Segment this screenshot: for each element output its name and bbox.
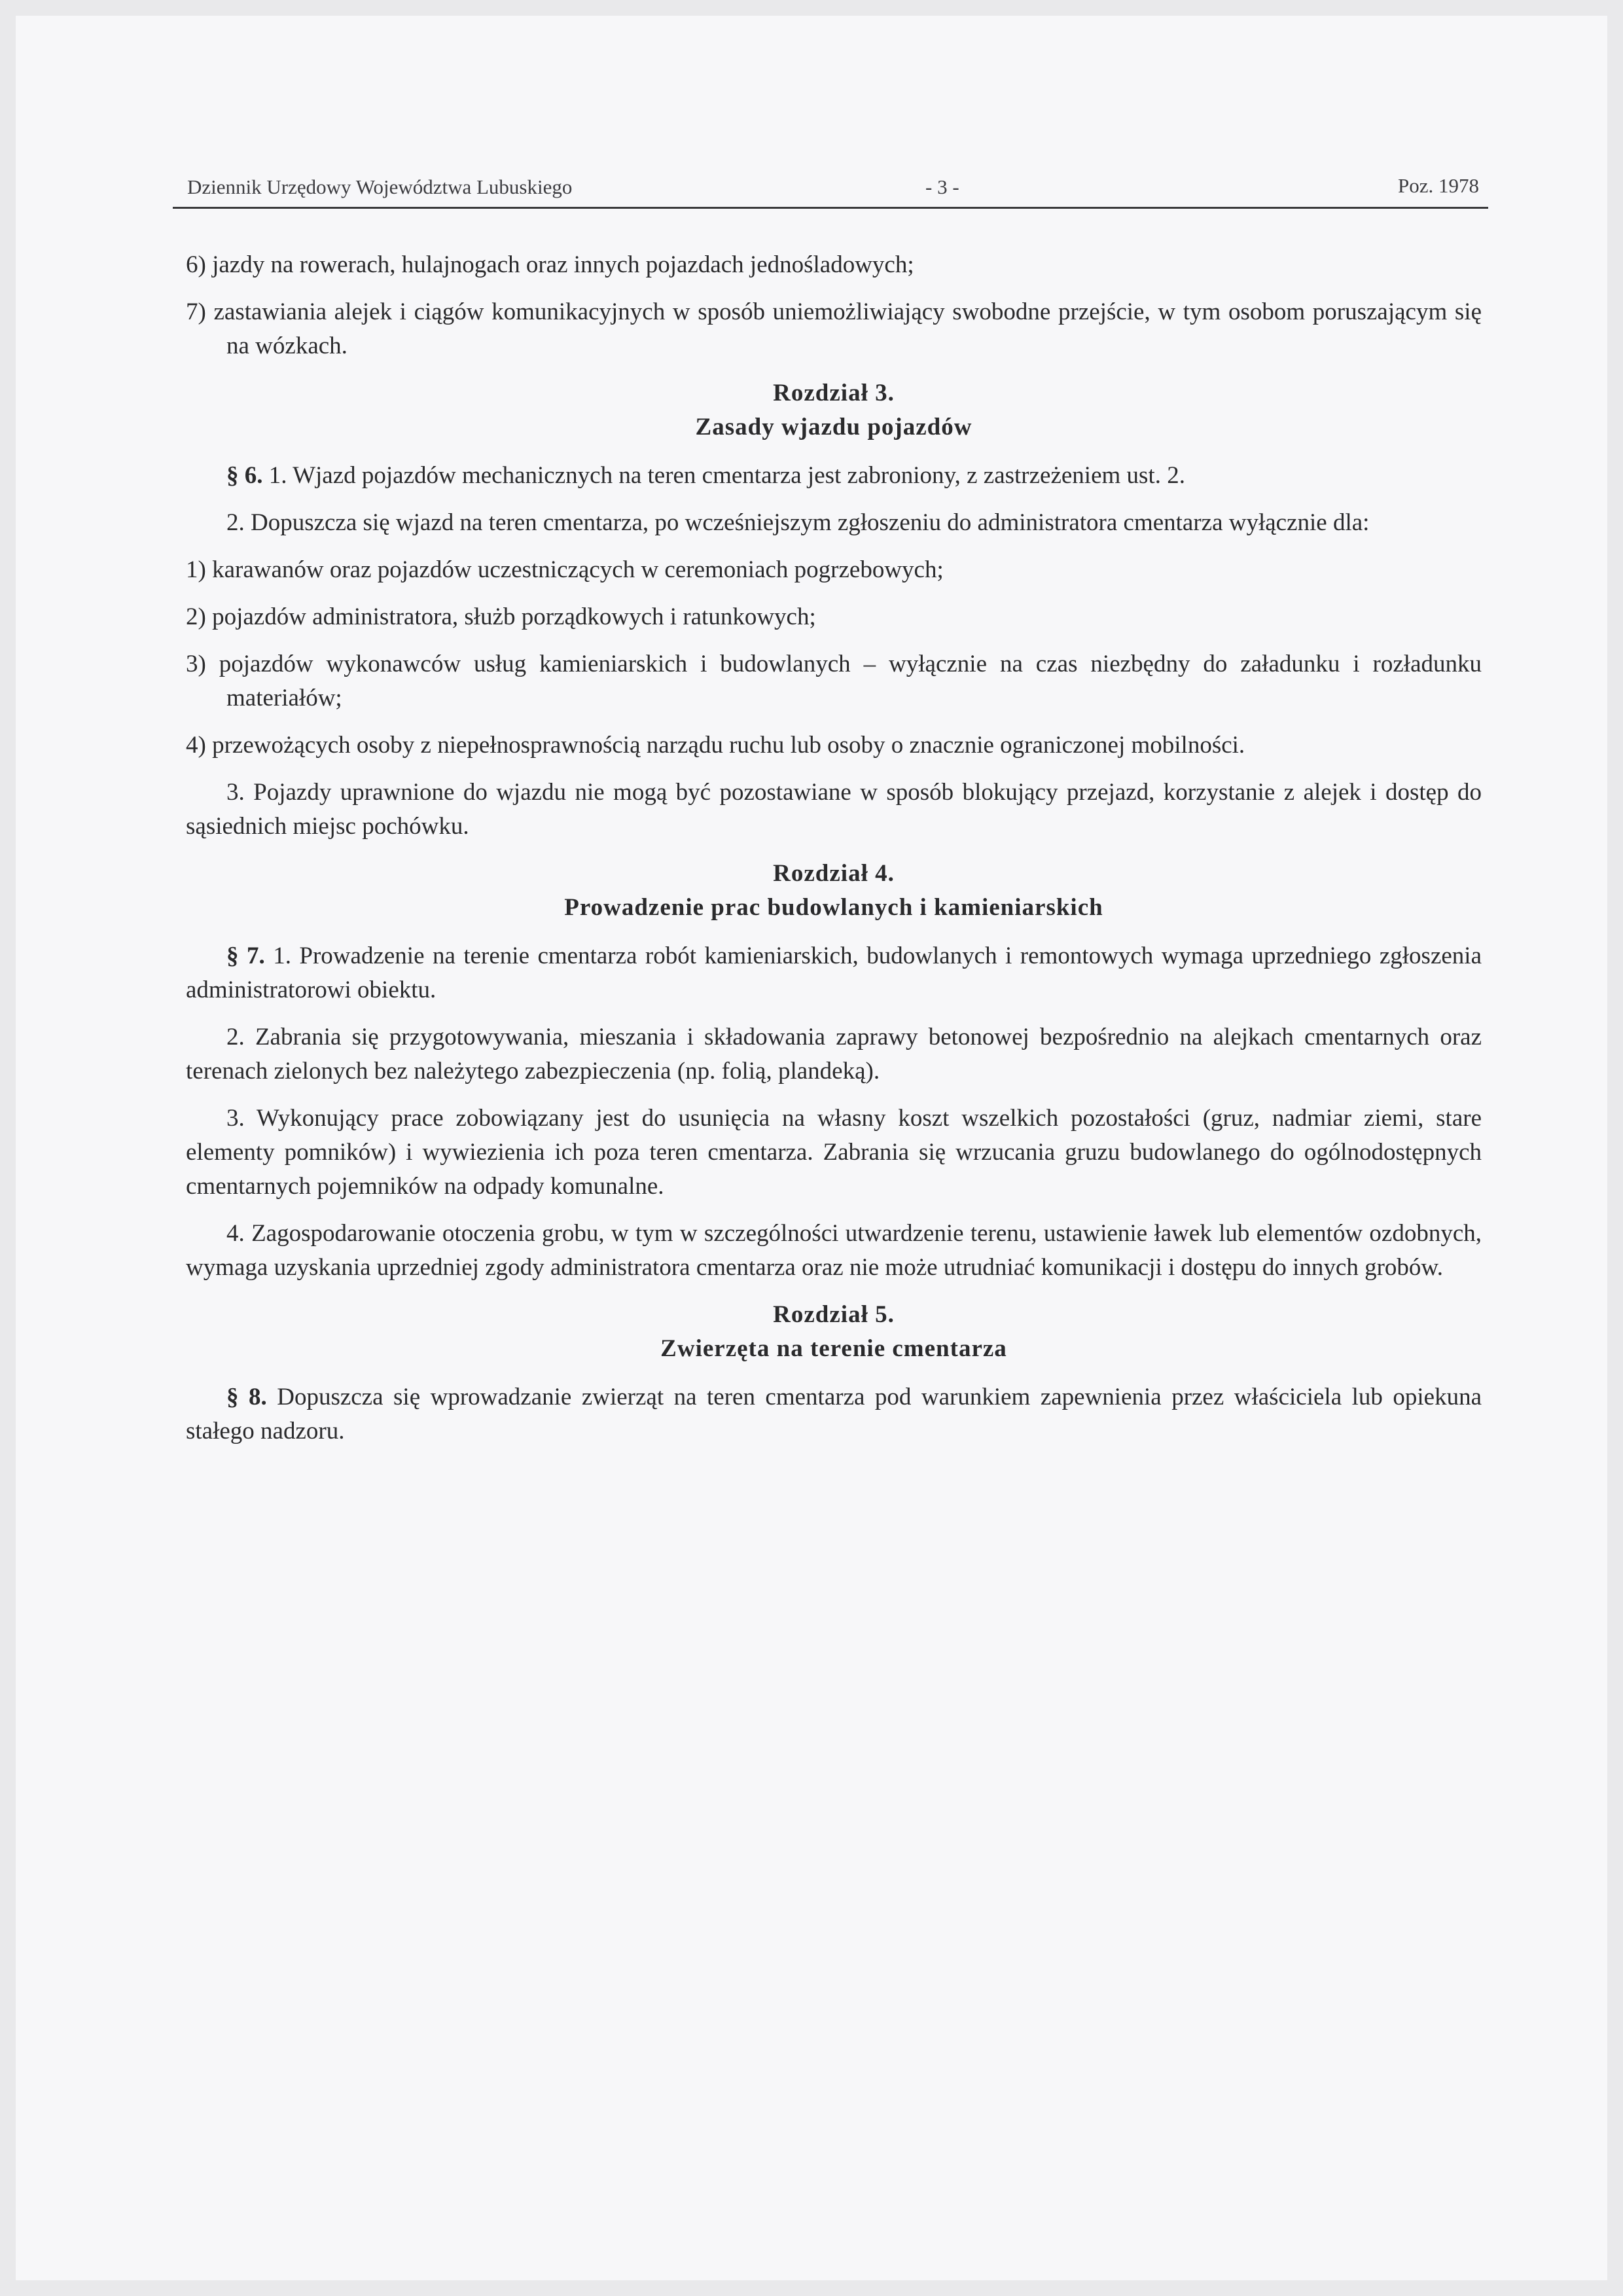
page-number: - 3 - (925, 175, 959, 198)
paragraph-6-1 (186, 459, 1482, 493)
chapter-label: Rozdział 5. (773, 1301, 895, 1328)
chapter-label: Rozdział 4. (773, 860, 895, 887)
document-page (16, 16, 1607, 2280)
position-number: Poz. 1978 (1398, 174, 1479, 197)
chapter-title: Prowadzenie prac budowlanych i kamieniarskich (564, 894, 1103, 921)
paragraph-6-2: 2. Dopuszcza się wjazd na teren cmentarza, po wcześniejszym zgłoszeniu do administratora cmentarza wyłącznie dla: (226, 509, 1370, 536)
chapter-heading-3 (186, 376, 1482, 444)
section-mark: § 8. (226, 1384, 267, 1410)
paragraph-7-3: 3. Wykonujący prace zobowiązany jest do usunięcia na własny koszt wszelkich pozostałości (gruz, nadmiar ziemi, stare elementy pomników) i wywiezienia ich poza teren cmentarza. Zabrania się wrzucania gruzu budowlanego do ogólnodostępnych cmentarnych pojemników na odpady komunalne. (186, 1105, 1482, 1200)
journal-title: Dziennik Urzędowy Województwa Lubuskiego (187, 175, 573, 198)
document-body (186, 248, 1482, 1462)
section-mark: § 6. (226, 462, 263, 489)
chapter-title: Zasady wjazdu pojazdów (695, 414, 972, 440)
paragraph-text: Dopuszcza się wprowadzanie zwierząt na teren cmentarza pod warunkiem zapewnienia przez właściciela lub opiekuna stałego nadzoru. (186, 1384, 1482, 1444)
chapter-heading-4 (186, 857, 1482, 925)
paragraph-6-3: 3. Pojazdy uprawnione do wjazdu nie mogą być pozostawiane w sposób blokujący przejazd, korzystanie z alejek i dostęp do sąsiednich miejsc pochówku. (186, 779, 1482, 840)
paragraph-text: 1. Wjazd pojazdów mechanicznych na teren cmentarza jest zabroniony, z zastrzeżeniem ust. 2. (268, 462, 1185, 489)
list-item: 2) pojazdów administratora, służb porządkowych i ratunkowych; (186, 603, 816, 630)
paragraph-8 (186, 1380, 1482, 1448)
list-item: 6) jazdy na rowerach, hulajnogach oraz innych pojazdach jednośladowych; (186, 251, 914, 278)
list-item: 1) karawanów oraz pojazdów uczestniczących w ceremoniach pogrzebowych; (186, 556, 944, 583)
paragraph-7-4: 4. Zagospodarowanie otoczenia grobu, w tym w szczególności utwardzenie terenu, ustawienie ławek lub elementów ozdobnych, wymaga uzyskania uprzedniej zgody administratora cmentarza oraz nie może utrudniać komunikacji i dostępu do innych grobów. (186, 1220, 1482, 1281)
list-item: 4) przewożących osoby z niepełnosprawnością narządu ruchu lub osoby o znacznie ograniczonej mobilności. (186, 732, 1245, 759)
page-header (173, 166, 1488, 209)
chapter-title: Zwierzęta na terenie cmentarza (660, 1335, 1007, 1362)
paragraph-7-1 (186, 939, 1482, 1007)
paragraph-7-2: 2. Zabrania się przygotowywania, mieszania i składowania zaprawy betonowej bezpośrednio na alejkach cmentarnych oraz terenach zielonych bez należytego zabezpieczenia (np. folią, plandeką). (186, 1024, 1482, 1085)
chapter-label: Rozdział 3. (773, 380, 895, 406)
list-item: 3) pojazdów wykonawców usług kamieniarskich i budowlanych – wyłącznie na czas niezbędny do załadunku i rozładunku materiałów; (186, 651, 1482, 711)
chapter-heading-5 (186, 1298, 1482, 1366)
paragraph-text: 1. Prowadzenie na terenie cmentarza robót kamieniarskich, budowlanych i remontowych wymaga uprzedniego zgłoszenia administratorowi obiektu. (186, 942, 1482, 1003)
list-item: 7) zastawiania alejek i ciągów komunikacyjnych w sposób uniemożliwiający swobodne przejście, w tym osobom poruszającym się na wózkach. (186, 298, 1482, 359)
section-mark: § 7. (226, 942, 265, 969)
